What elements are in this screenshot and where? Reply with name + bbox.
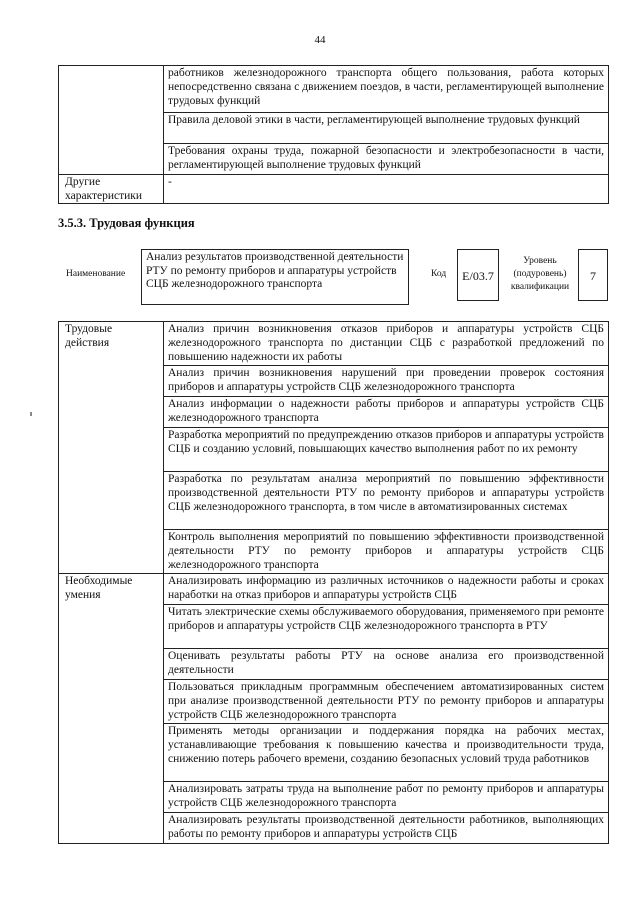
other-characteristics-label: Другие характеристики [59,175,164,204]
page-number: 44 [314,34,326,46]
table-row [59,175,609,204]
skill-item: Анализировать результаты производственной деятельности работников, выполняющих работы по ремонту приборов и аппаратуры устройств СЦБ [164,813,609,844]
empty-label-cell [59,66,164,175]
labor-action-item: Разработка мероприятий по предупреждению отказов приборов и аппаратуры устройств СЦБ и созданию условий, повышающих качество выполнения работ по их ремонту [164,428,609,472]
knowledge-item: работников железнодорожного транспорта общего пользования, работа которых непосредственно связана с движением поездов, в части, регламентирующей выполнение трудовых функций [164,66,609,113]
level-label: Уровень (подуровень) квалификации [510,256,570,292]
knowledge-item: Требования охраны труда, пожарной безопасности и электробезопасности в части, регламентирующей выполнение трудовых функций [164,144,609,175]
name-label: Наименование [66,269,126,279]
scan-mark [30,412,32,416]
section-title: 3.5.3. Трудовая функция [58,216,195,230]
labor-action-item: Анализ причин возникновения нарушений при проведении проверок состояния приборов и аппаратуры устройств СЦБ железнодорожного транспорта [164,366,609,397]
skill-item: Читать электрические схемы обслуживаемого оборудования, применяемого при ремонте приборов и аппаратуры устройств СЦБ железнодорожного транспорта в РТУ [164,605,609,649]
name-value: Анализ результатов производственной деятельности РТУ по ремонту приборов и аппаратуры устройств СЦБ железнодорожного транспорта [141,249,409,305]
labor-action-item: Анализ информации о надежности работы приборов и аппаратуры устройств СЦБ железнодорожного транспорта [164,397,609,428]
other-characteristics-value: - [164,175,609,204]
labor-action-item: Контроль выполнения мероприятий по повышению эффективности производственной деятельности РТУ по ремонту приборов и аппаратуры устройств СЦБ железнодорожного транспорта [164,530,609,574]
knowledge-table-continued [58,65,609,204]
skill-item: Применять методы организации и поддержания порядка на рабочих местах, устанавливающие требования к повышению качества и производительности труда, снижению потерь рабочего времени, созданию безопасных условий труда работников [164,724,609,782]
table-row [59,322,609,366]
skill-item: Анализировать информацию из различных источников о надежности работы и сроках наработки на отказ приборов и аппаратуры устройств СЦБ [164,574,609,605]
skill-item: Оценивать результаты работы РТУ на основе анализа его производственной деятельности [164,649,609,680]
function-header [58,245,610,309]
skill-item: Пользоваться прикладным программным обеспечением автоматизированных систем при анализе производственной деятельности РТУ по ремонту приборов и аппаратуры устройств СЦБ железнодорожного транспорта [164,680,609,724]
skills-label: Необходимые умения [59,574,164,844]
labor-actions-label: Трудовые действия [59,322,164,574]
function-table [58,321,609,844]
labor-action-item: Разработка по результатам анализа мероприятий по повышению эффективности производственной деятельности РТУ по ремонту приборов и аппаратуры устройств СЦБ железнодорожного транспорта, в том числе в автоматизированных системах [164,472,609,530]
level-value: 7 [578,249,608,301]
table-row [59,574,609,605]
code-value: E/03.7 [457,249,499,301]
labor-action-item: Анализ причин возникновения отказов приборов и аппаратуры устройств СЦБ железнодорожного транспорта по дистанции СЦБ с разработкой предложений по повышению надежности их работы [164,322,609,366]
skill-item: Анализировать затраты труда на выполнение работ по ремонту приборов и аппаратуры устройств СЦБ железнодорожного транспорта [164,782,609,813]
table-row [59,66,609,113]
knowledge-item: Правила деловой этики в части, регламентирующей выполнение трудовых функций [164,113,609,144]
code-label: Код [431,269,447,279]
